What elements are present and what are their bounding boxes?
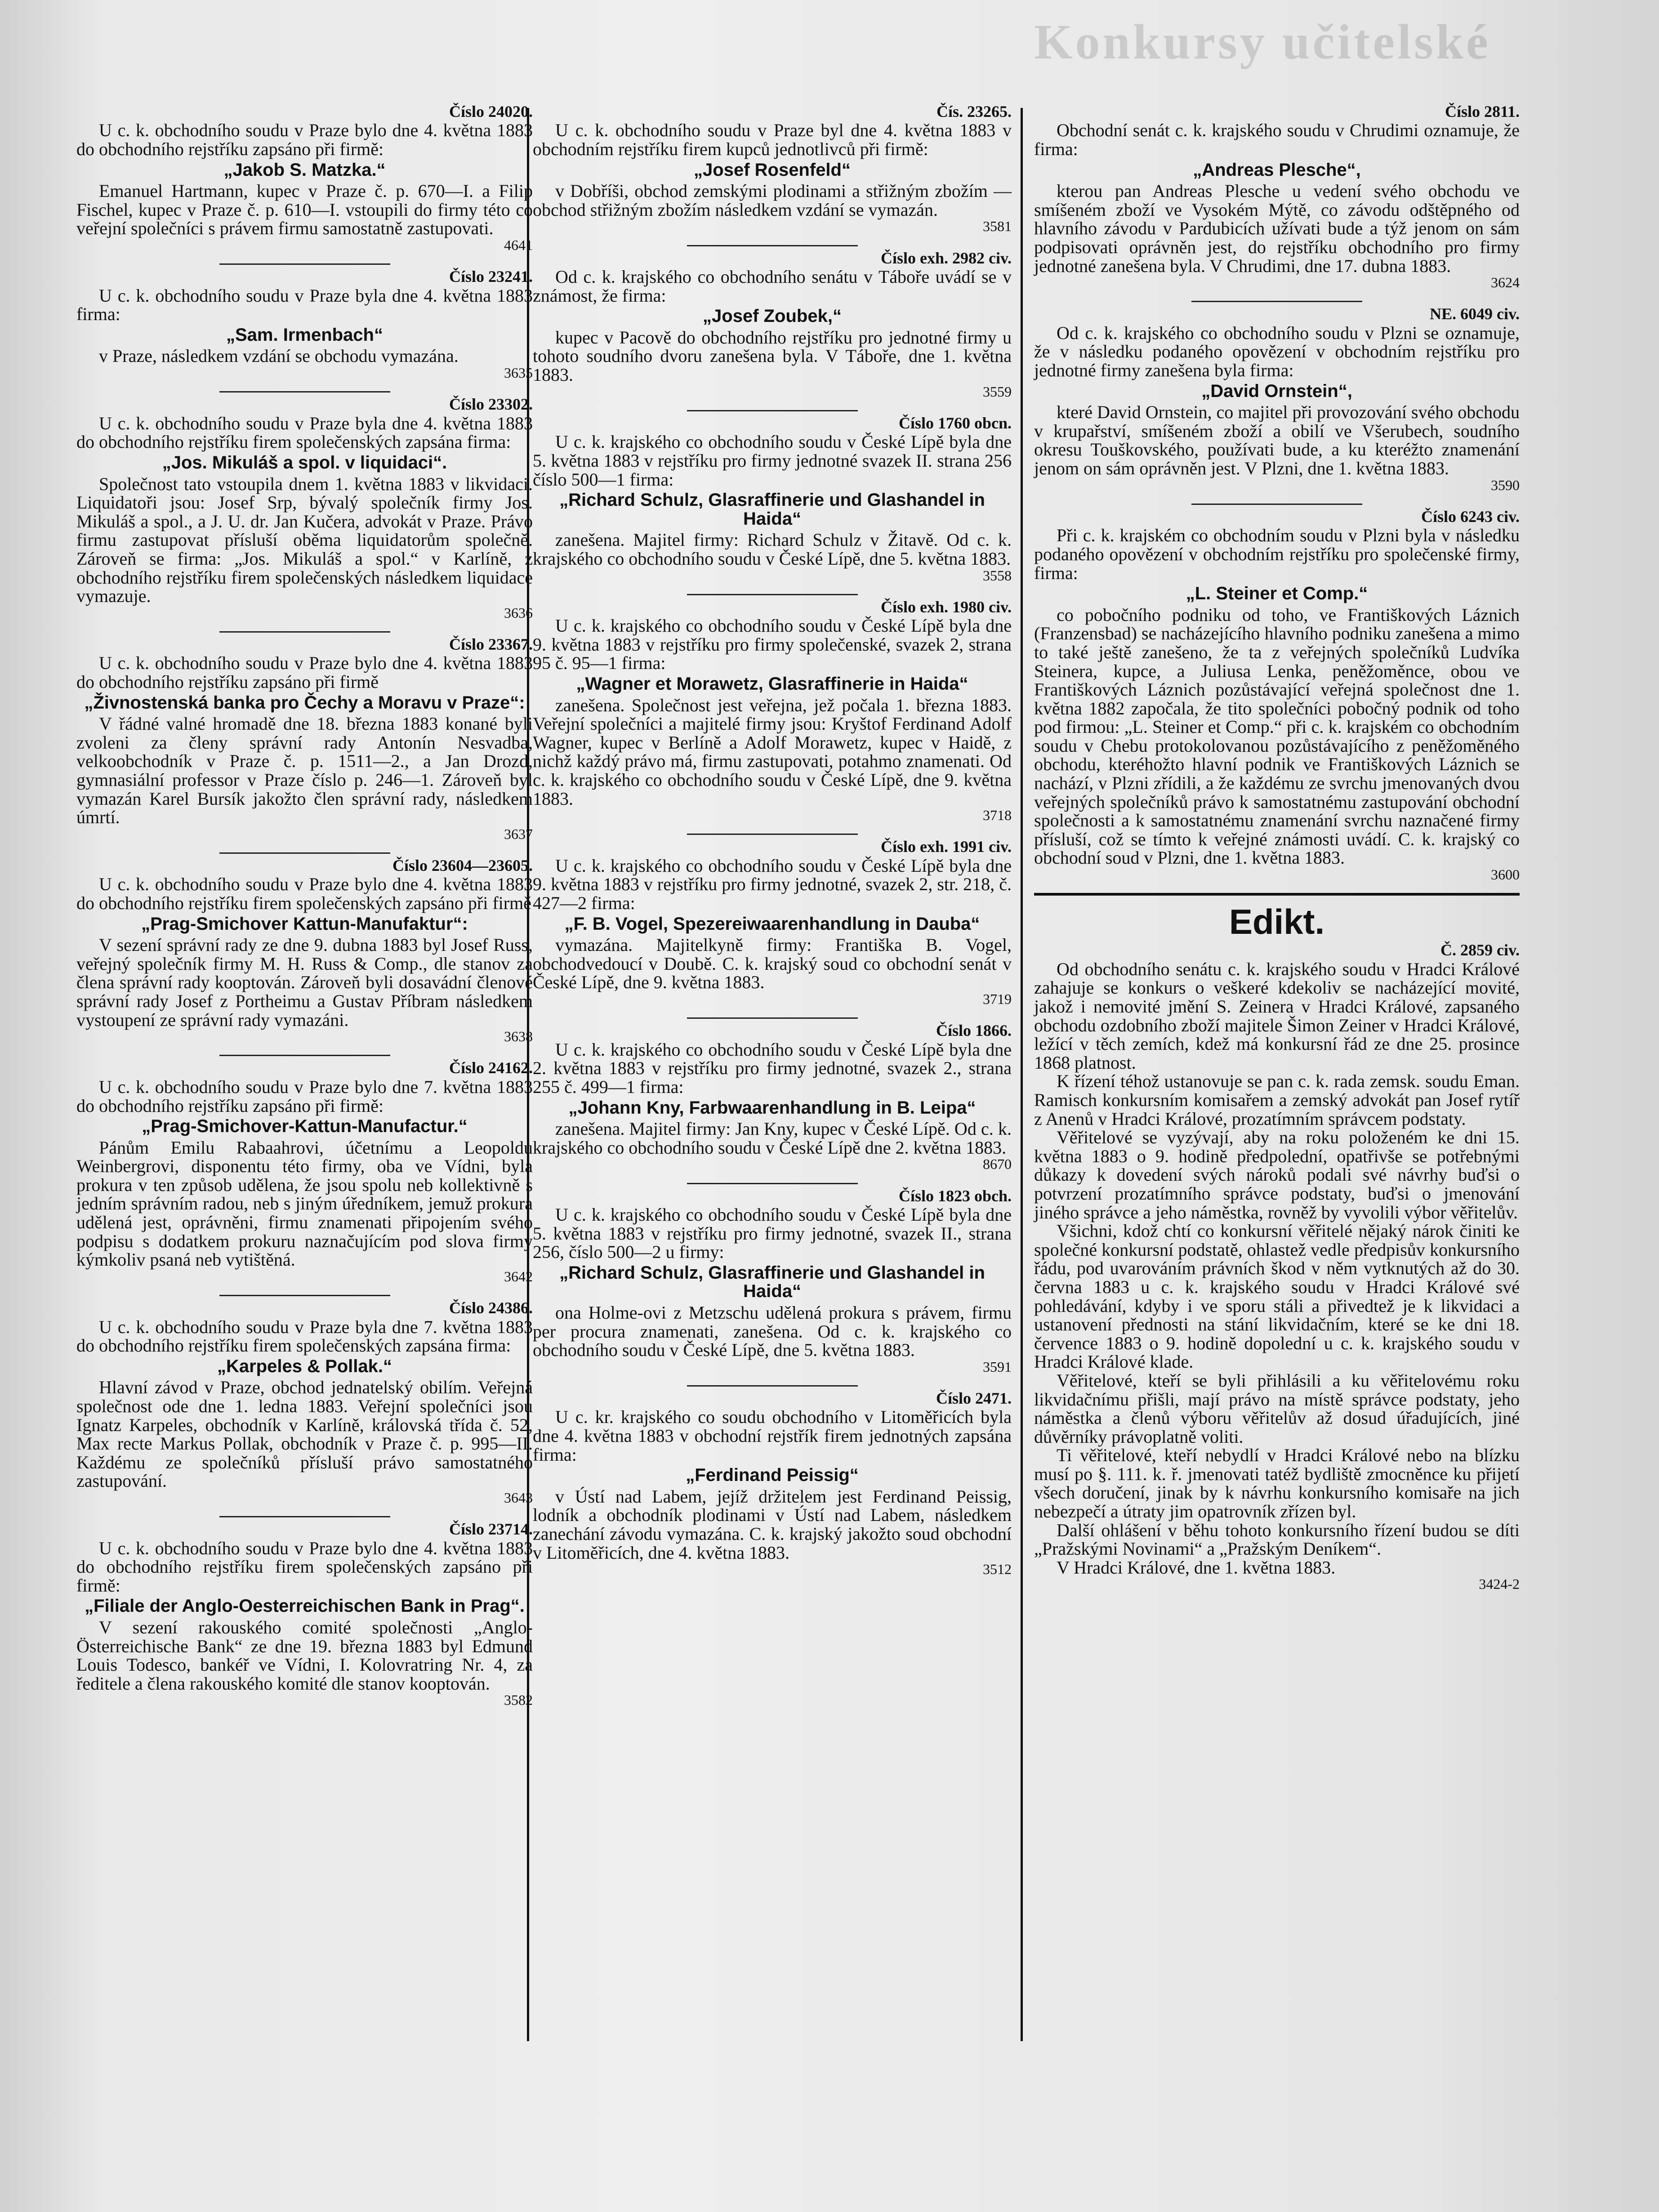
- register-notice: [76, 268, 533, 380]
- reference-number: 3718: [983, 807, 1012, 824]
- notice-number: Číslo 1823 obch.: [898, 1186, 1012, 1205]
- edikt-section: [1034, 902, 1520, 1592]
- notice-body: zanešena. Majitel firmy: Jan Kny, kupec v České Lípě. Od c. k. krajského co obchodního soudu v České Lípě dne 2. května 1883.: [533, 1119, 1012, 1158]
- notice-intro: Obchodní senát c. k. krajského soudu v Chrudimi oznamuje, že firma:: [1034, 120, 1520, 160]
- notice-number: Číslo 1866.: [936, 1021, 1012, 1040]
- firm-name: „Richard Schulz, Glasraffinerie und Glashandel in Haida“: [559, 490, 985, 529]
- notice-body: Hlavní závod v Praze, obchod jednatelský obilím. Veřejná společnost ode dne 1. ledna 1883. Veřejní společníci jsou Ignatz Karpeles, obchodník v Karlíně, královská třída č. 52, Max recte Markus Pollak, obchodník v Praze č. p. 995—II. Každému ze společníků přísluší právo samostatného zastupování.: [76, 1377, 533, 1491]
- reference-number: 3590: [1491, 477, 1520, 493]
- notice-body: V řádné valné hromadě dne 18. března 1883 konané byli zvoleni za členy správní rady Antonín Nesvadba, velkoobchodník v Praze č. p. 1511—2., a Jan Drozd, gymnasiální professor v Praze číslo p. 246—1. Zároveň byl vymazán Karel Bursík jakožto člen správní rady, následkem úmrtí.: [76, 714, 533, 828]
- edikt-paragraph: Ti věřitelové, kteří nebydlí v Hradci Králové nebo na blízku musí po §. 111. k. ř. jmenovati tatéž bydliště zmocněnce ku přijetí všech doručení, jinak by k návrhu konkursního komisaře na jich nebezpečí a útraty jim opatrovník zřízen byl.: [1034, 1445, 1520, 1522]
- notice-intro: U c. k. obchodního soudu v Praze byla dne 4. května 1883 firma:: [76, 285, 533, 325]
- notice-number: Číslo exh. 2982 civ.: [880, 249, 1012, 267]
- notice-intro: U c. k. krajského co obchodního soudu v České Lípě byla dne 9. května 1883 v rejstříku pro firmy společenské, svazek 2, strana 95 č. 95—1 firma:: [533, 615, 1012, 673]
- firm-name: „Prag-Smichover-Kattun-Manufactur.“: [142, 1116, 468, 1137]
- edikt-paragraph: Všichni, kdož chtí co konkursní věřitelé nějaký nárok činiti ke společné konkursní podstatě, ohlastež vedle předpisův konkursního řádu, pod uvarováním právních škod v něm vytknutých až do 30. června 1883 u c. k. krajského soudu v Hradci Králové své pohledávání, kdyby i ve sporu stáli a přivedtež je k likvidaci a ustanovení přednosti na stání likvidačním, které se ke dni 18. července 1883 o 9. hodině dopolední u c. k. krajského soudu v Hradci Králové klade.: [1034, 1221, 1520, 1372]
- register-notice: [76, 396, 533, 620]
- reference-number: 3635: [504, 365, 533, 381]
- reference-number: 3624: [1491, 274, 1520, 291]
- notice-number: NE. 6049 civ.: [1429, 305, 1520, 323]
- register-notice: [533, 1188, 1012, 1374]
- reference-number: 3600: [1491, 866, 1520, 883]
- firm-name: „Josef Zoubek,“: [703, 306, 842, 326]
- firm-name: „Johann Kny, Farbwaarenhandlung in B. Leipa“: [568, 1097, 976, 1118]
- separator-rule: [687, 1385, 858, 1387]
- firm-name: „Filiale der Anglo-Oesterreichischen Bank in Prag“.: [85, 1596, 525, 1616]
- register-notice: [76, 1300, 533, 1505]
- reference-number: 3642: [504, 1268, 533, 1284]
- notice-body: které David Ornstein, co majitel při provozování svého obchodu v krupařství, smíšeném zboží a obilí ve Všerubech, soudního okresu Touškovského, používati bude, a ku kteréžto znamenání jenom on sám oprávněn jest. V Plzni, dne 1. května 1883.: [1034, 402, 1520, 479]
- bleed-through-heading: Konkursy učitelské: [1034, 14, 1491, 69]
- separator-rule: [687, 594, 858, 595]
- notice-body: zanešena. Majitel firmy: Richard Schulz v Žitavě. Od c. k. krajského co obchodního soudu v České Lípě, dne 5. května 1883.: [533, 530, 1012, 569]
- notice-intro: U c. kr. krajského co soudu obchodního v Litoměřicích byla dne 4. května 1883 v obchodní rejstřík firem jednotných zapsána firma:: [533, 1407, 1012, 1465]
- notice-intro: U c. k. obchodního soudu v Praze byla dne 7. května 1883 do obchodního rejstříku firem společenských zapsána firma:: [76, 1316, 533, 1356]
- firm-name: „Jakob S. Matzka.“: [223, 160, 386, 180]
- notice-number: Číslo 23604—23605.: [392, 856, 533, 875]
- notice-body: Pánům Emilu Rabaahrovi, účetnímu a Leopoldu Weinbergrovi, disponentu této firmy, oba ve Vídni, byla prokura v ten způsob udělena, že jsou spolu neb kollektivně s jedním správním radou, neb s jiným úředníkem, jemuž prokura udělená jest, oprávněni, firmu znamenati připojením svého podpisu s dodatkem prokuru naznačujícím pod slova firmy kýmkoliv psaná neb vytištěná.: [76, 1137, 533, 1270]
- notice-number: Číslo 23302.: [449, 395, 533, 414]
- notice-intro: U c. k. krajského co obchodního soudu v České Lípě byla dne 5. května 1883 v rejstříku pro firmy jednotné, svazek II., strana 256, číslo 500—2 u firmy:: [533, 1204, 1012, 1262]
- column-right: [1034, 103, 1520, 1592]
- register-notice: [76, 857, 533, 1044]
- reference-number: 3581: [983, 218, 1012, 235]
- register-notice: [533, 1022, 1012, 1172]
- firm-name: „F. B. Vogel, Spezereiwaarenhandlung in Dauba“: [564, 914, 980, 934]
- notice-body: v Ústí nad Labem, jejíž držitelem jest Ferdinand Peissig, lodník a obchodník plodinami v Ústí nad Labem, následkem zanechání závodu vymazána. C. k. krajský jakožto soud obchodní v Litoměřicích, dne 4. května 1883.: [533, 1486, 1012, 1563]
- notice-number: Čís. 23265.: [936, 103, 1012, 120]
- separator-rule: [219, 263, 390, 265]
- notice-intro: Při c. k. krajském co obchodním soudu v Plzni byla v následku podaného opovězení v obchodním rejstříku pro společenské firmy, firma:: [1034, 525, 1520, 583]
- register-notice: [76, 636, 533, 842]
- firm-name: „David Ornstein“,: [1201, 381, 1352, 401]
- notice-intro: U c. k. obchodního soudu v Praze bylo dne 4. května 1883 do obchodního rejstříku zapsáno při firmě: [76, 653, 533, 692]
- notice-intro: U c. k. obchodního soudu v Praze bylo dne 4. května 1883 do obchodního rejstříku firem společenských zapsáno při firmě:: [76, 1538, 533, 1596]
- separator-rule: [219, 1055, 390, 1056]
- edikt-paragraph: V Hradci Králové, dne 1. května 1883.: [1057, 1557, 1336, 1578]
- firm-name: „Andreas Plesche“,: [1193, 160, 1361, 180]
- reference-number: 3512: [983, 1561, 1012, 1578]
- notice-number: Číslo 1760 obcn.: [898, 414, 1012, 432]
- separator-rule: [687, 245, 858, 246]
- separator-rule: [687, 834, 858, 835]
- notice-body: co pobočního podniku od toho, ve Františkových Láznich (Franzensbad) se nacházejícího hlavního podniku zanešena a mimo to také ještě zanešeno, že ta z veřejných společníků Ludvíka Steinera, kupce, a Juliusa Lenka, peněžoměnce, obou ve Františkových Láznich pozůstávající veřejná společnost dne 1. května 1882 započala, že tito společníci pobočný podnik od toho pod firmou: „L. Steiner et Comp.“ při c. k. krajském co obchodním soudu v Chebu protokolovanou pozůstávajícího z peněžoměného obchodu, kteréhožto hlavní podnik ve Františkových Láznich se nachází, v Plzni zřídili, a že každému ze svrchu jmenovaných dvou veřejných společníků právo k samostatnému zastupování obchodní společnosti a k samostatnému znamenání svrchu naznačené firmy přísluší, což se tímto k veřejné známosti uvádí. C. k. krajský co obchodní soud v Plzni, dne 1. května 1883.: [1034, 604, 1520, 868]
- notice-body: Společnost tato vstoupila dnem 1. května 1883 v likvidaci. Liquidatoři jsou: Josef Srp, bývalý společník firmy Jos. Mikuláš a spol., a J. U. dr. Jan Kučera, advokát v Praze. Právo firmu zastupovat přísluší oběma liquidatorům společně. Zároveň se firma: „Jos. Mikuláš a spol.“ v Karlíně, z obchodního rejstříku firem společenských následkem liquidace vymazuje.: [76, 473, 533, 607]
- firm-name: „Wagner et Morawetz, Glasraffinerie in Haida“: [576, 674, 968, 694]
- firm-name: „Sam. Irmenbach“: [226, 325, 383, 345]
- register-notice: [533, 250, 1012, 399]
- register-notice: [76, 1060, 533, 1284]
- reference-number: 3636: [504, 604, 533, 621]
- register-notice: [1034, 306, 1520, 492]
- notice-number: Číslo exh. 1991 civ.: [880, 838, 1012, 856]
- firm-name: „Prag-Smichover Kattun-Manufaktur“:: [141, 914, 468, 934]
- edikt-paragraph: Další ohlášení v běhu tohoto konkursního řízení budou se díti „Pražskými Novinami“ a „Pražským Deníkem“.: [1034, 1520, 1520, 1559]
- notice-body: v Praze, následkem vzdání se obchodu vymazána.: [99, 346, 459, 366]
- notice-number: Číslo 2471.: [936, 1389, 1012, 1408]
- separator-rule: [219, 1516, 390, 1517]
- column-middle: [533, 103, 1012, 1588]
- section-rule: [1034, 893, 1520, 896]
- notice-intro: U c. k. krajského co obchodního soudu v České Lípě byla dne 5. května 1883 v rejstříku pro firmy jednotné svazek II. strana 256 číslo 500—1 firma:: [533, 432, 1012, 490]
- separator-rule: [219, 391, 390, 392]
- notice-body: kterou pan Andreas Plesche u vedení svého obchodu ve smíšeném zboží ve Vysokém Mýtě, co závodu odštěpného od hlavního závodu v Pardubicích užívati bude a týž jenom on sám podpisovati oprávněn jest, do rejstříku obchodního pro firmy jednotné zanešena byla. V Chrudimi, dne 17. dubna 1883.: [1034, 181, 1520, 276]
- column-right-notices: [1034, 103, 1520, 882]
- edikt-paragraph: Od obchodního senátu c. k. krajského soudu v Hradci Králové zahajuje se konkurs o veškeré kdekoliv se nacházející movité, jakož i nemovité jmění S. Zeinera v Hradci Králové, zapsaného obchodu ozdobního zboží majitele Šimon Zeiner v Hradci Králové, ležící v těch zemích, kdež má konkursní řád ze dne 25. prosince 1868 platnost.: [1034, 959, 1520, 1073]
- register-notice: [533, 103, 1012, 234]
- edikt-body: [1034, 959, 1520, 1592]
- notice-intro: U c. k. obchodního soudu v Praze bylo dne 4. května 1883 do obchodního rejstříku firem společenských zapsáno při firmě: [76, 874, 533, 914]
- notice-intro: U c. k. obchodního soudu v Praze byl dne 4. května 1883 v obchodním rejstříku firem kupců jednotlivců při firmě:: [533, 120, 1012, 160]
- firm-name: „Jos. Mikuláš a spol. v liquidaci“.: [162, 452, 447, 473]
- firm-name: „Karpeles & Pollak.“: [217, 1356, 392, 1376]
- notice-body: vymazána. Majitelkyně firmy: Františka B. Vogel, obchodvedoucí v Doubě. C. k. krajský soud co obchodní senát v České Lípě, dne 9. května 1883.: [533, 935, 1012, 993]
- notice-intro: Od c. k. krajského co obchodního senátu v Táboře uvádí se v známost, že firma:: [533, 267, 1012, 306]
- separator-rule: [687, 1183, 858, 1184]
- reference-number: 4641: [504, 237, 533, 253]
- notice-intro: U c. k. krajského co obchodního soudu v České Lípě byla dne 9. května 1883 v rejstříku pro firmy jednotné, svazek 2, str. 218, č. 427—2 firma:: [533, 855, 1012, 914]
- notice-number: Číslo exh. 1980 civ.: [880, 598, 1012, 616]
- reference-number: 3558: [983, 567, 1012, 584]
- reference-number: 8670: [983, 1156, 1012, 1173]
- separator-rule: [1191, 301, 1362, 302]
- notice-number: Číslo 24162.: [449, 1059, 533, 1077]
- notice-intro: U c. k. obchodního soudu v Praze bylo dne 4. května 1883 do obchodního rejstříku zapsáno při firmě:: [76, 120, 533, 160]
- notice-body: Emanuel Hartmann, kupec v Praze č. p. 670—I. a Filip Fischel, kupec v Praze č. p. 610—I. vstoupili do firmy této co veřejní společníci s právem firmu samostatně zastupovati.: [76, 181, 533, 239]
- firm-name: „Živnostenská banka pro Čechy a Moravu v Praze“:: [84, 692, 525, 713]
- reference-number: 3559: [983, 383, 1012, 400]
- notice-body: v Dobříši, obchod zemskými plodinami a střižným zbožím — obchod střižným zbožím následkem vzdání se vymazán.: [533, 181, 1012, 220]
- edikt-title: Edikt.: [1229, 902, 1325, 942]
- separator-rule: [687, 1017, 858, 1019]
- reference-number: 3719: [983, 991, 1012, 1008]
- firm-name: „Josef Rosenfeld“: [694, 160, 851, 180]
- register-notice: [533, 599, 1012, 823]
- notice-number: Číslo 24386.: [449, 1299, 533, 1317]
- register-notice: [76, 1521, 533, 1708]
- notice-number: Číslo 23714.: [449, 1520, 533, 1539]
- notice-number: Číslo 24020.: [449, 103, 533, 120]
- firm-name: „L. Steiner et Comp.“: [1186, 584, 1368, 604]
- notice-body: V sezení rakouského comité společnosti „Anglo-Österreichische Bank“ ze dne 19. března 1883 byl Edmund Louis Todesco, bankéř ve Vídni, I. Kolovratring Nr. 4, za ředitele a člena rakouského komité dle stanov kooptován.: [76, 1617, 533, 1694]
- edikt-paragraph: K řízení téhož ustanovuje se pan c. k. rada zemsk. soudu Eman. Ramisch konkursním komisařem a zemský advokát pan Josef rytíř z Anenů v Hradci Králové, prozatímním správcem podstaty.: [1034, 1071, 1520, 1129]
- reference-number: 3638: [504, 1028, 533, 1045]
- firm-name: „Ferdinand Peissig“: [686, 1465, 859, 1485]
- notice-body: zanešena. Společnost jest veřejna, jež počala 1. března 1883. Veřejní společníci a majitelé firmy jsou: Kryštof Ferdinand Adolf Wagner, kupec v Berlíně a Adolf Morawetz, kupec v Haidě, z nichž každý právo má, firmu zastupovati, potahmo znamenati. Od c. k. krajského co obchodního soudu v České Lípě, dne 9. května 1883.: [533, 695, 1012, 809]
- register-notice: [533, 1390, 1012, 1577]
- separator-rule: [219, 852, 390, 854]
- column-divider: [1021, 108, 1023, 2041]
- notice-body: ona Holme-ovi z Metzschu udělená prokura s právem, firmu per procura znamenati, zanešena. Od c. k. krajského co obchodního soudu v České Lípě, dne 5. května 1883.: [533, 1302, 1012, 1360]
- register-notice: [533, 838, 1012, 1007]
- edikt-paragraph: Věřitelové se vyzývají, aby na roku položeném ke dni 15. května 1883 o 9. hodině předpolední, opatřivše se potřebnými důkazy k dovedení svých nároků podali své návrhy buďsi o potvrzení prozatímního správce podstaty, buďsi o jmenování jiného správce a jeho náměstka, rovněž by vyvolili výbor věřitelův.: [1034, 1127, 1520, 1222]
- register-notice: [76, 103, 533, 253]
- notice-intro: U c. k. obchodního soudu v Praze byla dne 4. května 1883 do obchodního rejstříku firem společenských zapsána firma:: [76, 413, 533, 452]
- notice-number: Číslo 6243 civ.: [1421, 507, 1520, 526]
- edikt-reference: 3424-2: [1479, 1576, 1520, 1592]
- firm-name: „Richard Schulz, Glasraffinerie und Glashandel in Haida“: [559, 1262, 985, 1302]
- edikt-number: Č. 2859 civ.: [1440, 941, 1520, 959]
- separator-rule: [687, 410, 858, 411]
- notice-number: Číslo 23241.: [449, 268, 533, 286]
- reference-number: 3637: [504, 825, 533, 842]
- reference-number: 3591: [983, 1358, 1012, 1375]
- register-notice: [1034, 508, 1520, 882]
- separator-rule: [219, 1295, 390, 1296]
- notice-intro: U c. k. obchodního soudu v Praze bylo dne 7. května 1883 do obchodního rejstříku zapsáno při firmě:: [76, 1076, 533, 1116]
- edikt-paragraph: Věřitelové, kteří se byli přihlásili a ku věřitelovému roku likvidačnímu přišli, mají právo na místě správce podstaty, jeho náměstka a členů výboru věřitelův až dosud úřadujících, jiné důvěrníky právoplatně voliti.: [1034, 1370, 1520, 1447]
- reference-number: 3582: [504, 1692, 533, 1708]
- register-notice: [533, 415, 1012, 583]
- notice-body: V sezení správní rady ze dne 9. dubna 1883 byl Josef Russ, veřejný společník firmy M. H. Russ & Comp., dle stanov za člena správní rady kooptován. Zároveň byli dosavádní členové správní rady Josef z Portheimu a Gustav Příbram následkem vystoupení ze správní rady vymazáni.: [76, 935, 533, 1030]
- notice-body: kupec v Pacově do obchodního rejstříku pro jednotné firmy u tohoto soudního dvoru zanešena byla. V Táboře, dne 1. května 1883.: [533, 327, 1012, 385]
- register-notice: [1034, 103, 1520, 290]
- separator-rule: [1191, 504, 1362, 505]
- reference-number: 3643: [504, 1489, 533, 1506]
- notice-intro: U c. k. krajského co obchodního soudu v České Lípě byla dne 2. května 1883 v rejstříku pro firmy jednotné, svazek 2., strana 255 č. 499—1 firma:: [533, 1039, 1012, 1097]
- separator-rule: [219, 631, 390, 633]
- notice-number: Číslo 2811.: [1445, 103, 1520, 120]
- notice-intro: Od c. k. krajského co obchodního soudu v Plzni se oznamuje, že v následku podaného opovězení v obchodním rejstříku pro jednotné firmy zanešena byla firma:: [1034, 322, 1520, 381]
- column-left: [76, 103, 533, 1719]
- notice-number: Číslo 23367.: [449, 635, 533, 653]
